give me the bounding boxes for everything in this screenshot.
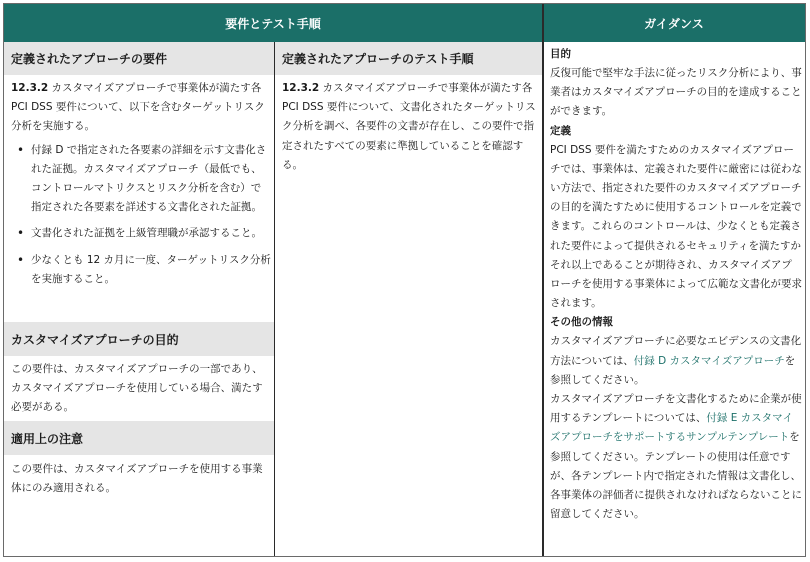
defined-approach-requirements-heading: 定義されたアプローチの要件 bbox=[4, 42, 274, 75]
purpose-text: 反復可能で堅牢な手法に従ったリスク分析により、事業者はカスタマイズアプローチの目的を達成することができます。 bbox=[550, 67, 802, 118]
defined-approach-testing-heading: 定義されたアプローチのテスト手順 bbox=[275, 42, 542, 75]
requirement-table bbox=[3, 3, 806, 557]
further-p1-text-a: カスタマイズアプローチに必要なエビデンスの文書化方法については、 bbox=[550, 335, 802, 367]
further-information-heading: その他の情報 bbox=[550, 316, 613, 329]
column-divider-left bbox=[274, 42, 275, 556]
further-information-paragraph-2 bbox=[550, 390, 802, 524]
testing-requirement-id: 12.3.2 bbox=[282, 82, 320, 94]
further-p2-text-a: カスタマイズアプローチを文書化するために企業が使用するテンプレートについては、 bbox=[550, 393, 802, 425]
requirement-id: 12.3.2 bbox=[11, 82, 49, 94]
requirement-bullet-list bbox=[11, 141, 271, 289]
list-item: • 文書化された証拠を上級管理職が承認すること。 bbox=[11, 224, 271, 243]
column-divider-guidance bbox=[542, 4, 544, 556]
requirement-text-cell bbox=[11, 79, 271, 296]
header-requirements-testing: 要件とテスト手順 bbox=[4, 4, 542, 42]
list-item: • 少なくとも 12 カ月に一度、ターゲットリスク分析を実施すること。 bbox=[11, 251, 271, 289]
appendix-e-link[interactable]: 付録 E カスタマイズアプローチをサポートするサンプルテンプレート bbox=[550, 412, 793, 444]
testing-procedure-body: カスタマイズアプローチで事業体が満たす各 PCI DSS 要件について、文書化されたターゲットリスク分析を調べ、各要件の文書が存在し、この要件で指定されたすべての要素に準拠していることを確認する。 bbox=[282, 82, 536, 171]
appendix-d-link[interactable]: 付録 D カスタマイズアプローチ bbox=[633, 354, 785, 367]
further-information-paragraph-1 bbox=[550, 332, 802, 390]
testing-procedure-text bbox=[282, 79, 537, 175]
guidance-cell bbox=[550, 45, 802, 524]
definitions-text: PCI DSS 要件を満たすためのカスタマイズアプローチでは、事業体は、定義された要件に厳密には従わない方法で、指定された要件のカスタマイズアプローチの目的を満たすために使用するコントロールを定義できます。これらのコントロールは、少なくとも定義された要件によって提供されるセキュリティを満たすかそれ以上であることが期待され、カスタマイズアプローチを使用する事業体によって広範な文書化が要求されます。 bbox=[550, 143, 802, 310]
further-p1-text-b: を参照してください。 bbox=[550, 354, 796, 386]
purpose-heading: 目的 bbox=[550, 48, 571, 60]
requirement-intro bbox=[11, 79, 271, 137]
applicability-notes-text: この要件は、カスタマイズアプローチを使用する事業体にのみ適用される。 bbox=[11, 463, 263, 495]
further-p2-text-b: を参照してください。テンプレートの使用は任意ですが、各テンプレート内で指定された情報は文書化し、各事業体の評価者に提供されなければならないことに留意してください。 bbox=[550, 431, 802, 521]
applicability-notes-heading: 適用上の注意 bbox=[4, 421, 274, 455]
customized-approach-objective-text: この要件は、カスタマイズアプローチの一部であり、カスタマイズアプローチを使用している場合、満たす必要がある。 bbox=[11, 363, 263, 414]
customized-approach-objective-heading: カスタマイズアプローチの目的 bbox=[4, 322, 274, 356]
list-item: • 付録 D で指定された各要素の詳細を示す文書化された証拠。カスタマイズアプローチ（最低でも、コントロールマトリクスとリスク分析を含む）で指定された各要素を詳述する文書化された証拠。 bbox=[11, 141, 271, 218]
header-guidance: ガイダンス bbox=[543, 4, 805, 42]
requirement-intro-text: カスタマイズアプローチで事業体が満たす各 PCI DSS 要件について、以下を含むターゲットリスク分析を実施する。 bbox=[11, 82, 265, 133]
definitions-heading: 定義 bbox=[550, 124, 571, 137]
